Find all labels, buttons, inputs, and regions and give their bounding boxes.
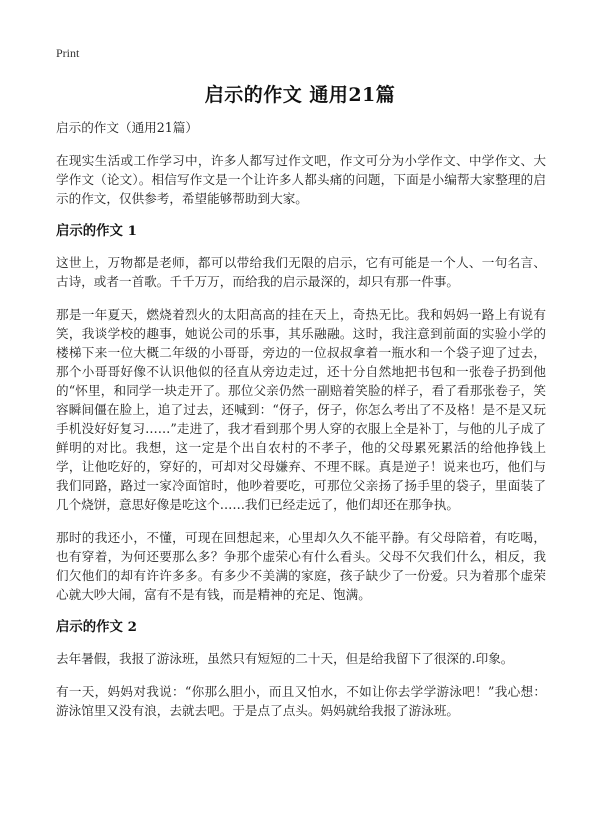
paragraph: 那是一年夏天，燃烧着烈火的太阳高高的挂在天上，奇热无比。我和妈妈一路上有说有笑，我谈学校的趣事，她说公司的乐事，其乐融融。这时，我注意到前面的实验小学的楼梯下来一位大概二年级的小哥哥，旁边的一位叔叔拿着一瓶水和一个袋子迎了过去，那个小哥哥好像不认识他似的径直从旁边走过，还十分自然地把书包和一张卷子扔到他的“怀里，和同学一块走开了。那位父亲仍然一副赔着笑脸的样子，看了看那张卷子，笑容瞬间僵在脸上，追了过去，还喊到：“伢子，伢子，你怎么考出了不及格！是不是又玩手机没好好复习……”走进了，我才看到那个男人穿的衣服上全是补丁，与他的儿子成了鲜明的对比。我想，这一定是个出自农村的不孝子，他的父母累死累活的给他挣钱上学，让他吃好的，穿好的，可却对父母嫌弃、不理不睬。真是逆子！说来也巧，他们与我们同路，路过一家冷面馆时，他吵着要吃，可那位父亲扬了扬手里的袋子，里面装了几个烧饼，意思好像是吃这个……我们已经走远了，他们却还在那争执。 (56, 307, 546, 512)
section-heading: 启示的作文 1 (56, 223, 137, 239)
paragraph: 那时的我还小，不懂，可现在回想起来，心里却久久不能平静。有父母陪着，有吃喝，也有穿着，为何还要那么多？争那个虚荣心有什么看头。父母不欠我们什么，相反，我们欠他们的却有许许多多。有多少不美满的家庭，孩子缺少了一份爱。只为着那个虚荣心就大吵大闹，富有不是有钱，而是精神的充足、饱满。 (56, 530, 546, 602)
page-title: 启示的作文 通用21篇 (204, 84, 396, 106)
section-1 (56, 222, 546, 604)
intro-paragraph: 在现实生活或工作学习中，许多人都写过作文吧，作文可分为小学作文、中学作文、大学作文（论文）。相信写作文是一个让许多人都头痛的问题，下面是小编帮大家整理的启示的作文，仅供参考，希望能够帮助到大家。 (56, 153, 546, 206)
paragraph: 去年暑假，我报了游泳班，虽然只有短短的二十天，但是给我留下了很深的.印象。 (56, 651, 514, 666)
paragraph: 有一天，妈妈对我说：“你那么胆小，而且又怕水，不如让你去学学游泳吧！”我心想：游泳馆里又没有浪，去就去吧。于是点了点头。妈妈就给我报了游泳班。 (56, 684, 546, 718)
section-2 (56, 618, 546, 720)
paragraph: 这世上，万物都是老师，都可以带给我们无限的启示，它有可能是一个人、一句名言、古诗，或者一首歌。千千万万，而给我的启示最深的，却只有那一件事。 (56, 255, 546, 289)
document-body (56, 118, 546, 734)
print-label: Print (56, 46, 80, 60)
document-subtitle: 启示的作文（通用21篇） (56, 120, 198, 135)
section-heading: 启示的作文 2 (56, 619, 137, 635)
